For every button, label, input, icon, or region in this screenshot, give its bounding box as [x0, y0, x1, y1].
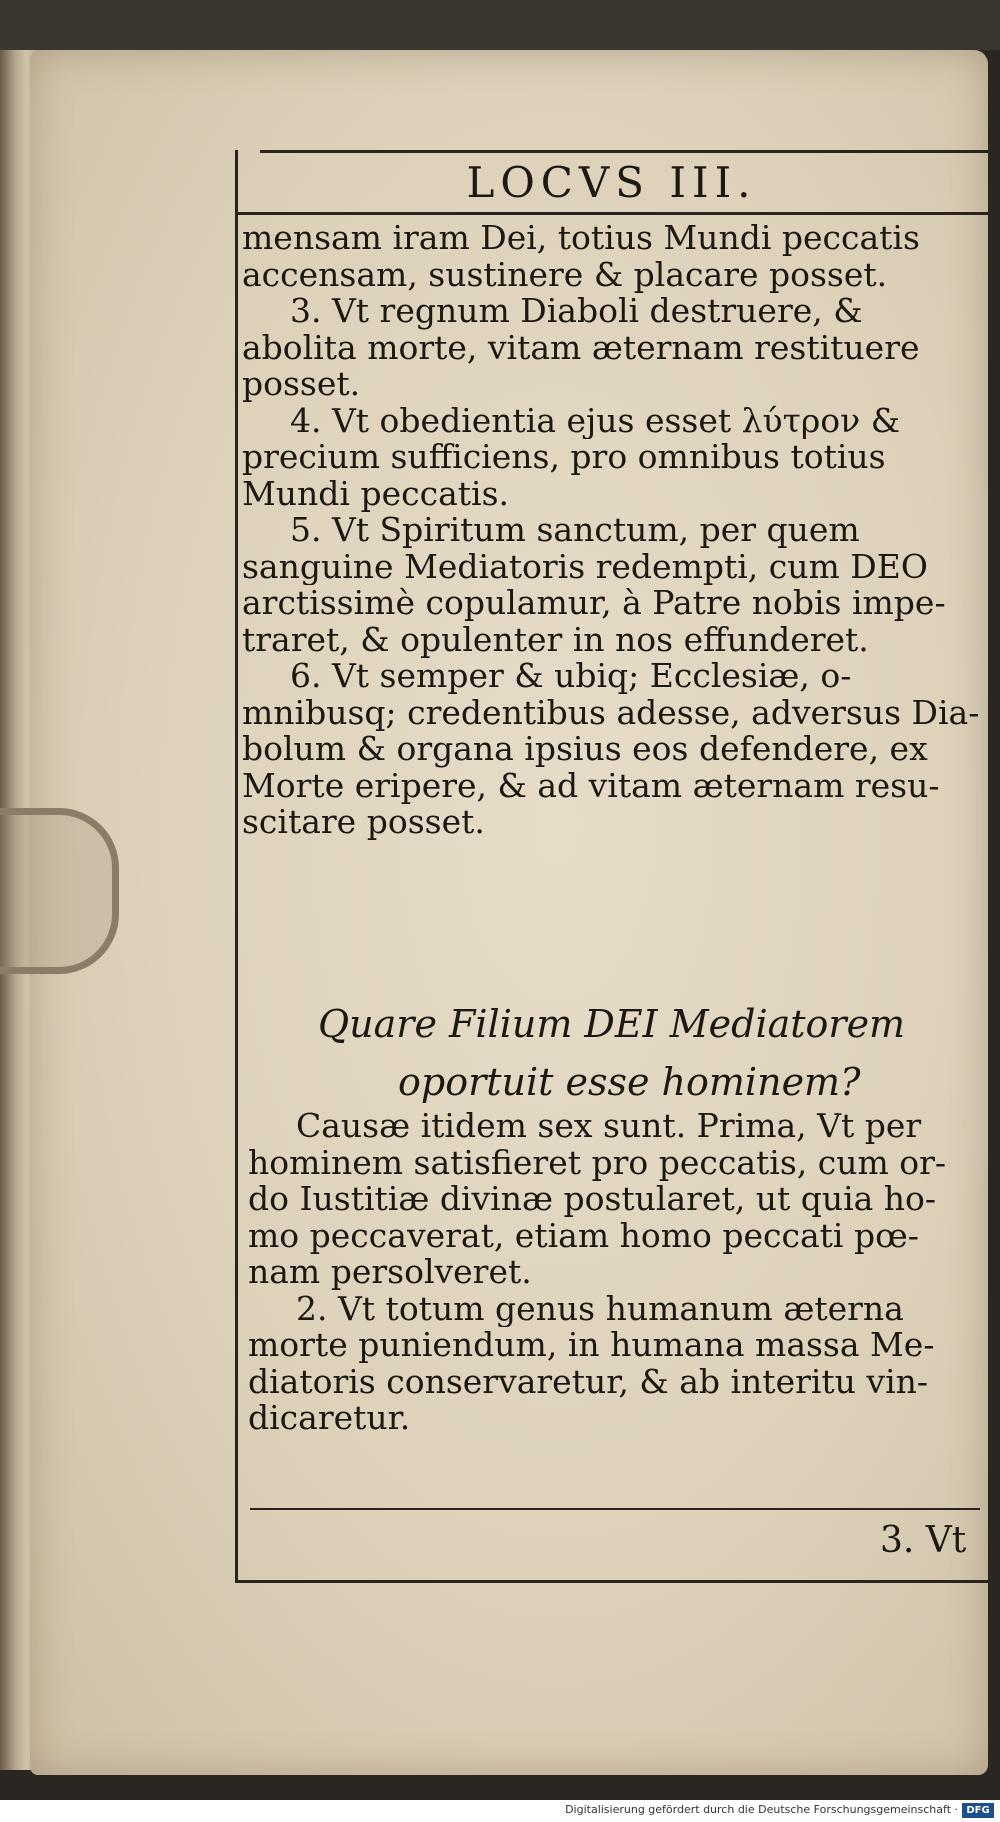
- text-line: diatoris conservaretur, & ab interitu vin-: [248, 1363, 929, 1400]
- body-text-section-2: [248, 1108, 986, 1437]
- text-line: mo peccaverat, etiam homo peccati pœ-: [248, 1217, 919, 1254]
- book-clasp: [0, 808, 119, 974]
- text-line: mnibusq; credentibus adesse, adversus Dia-: [242, 694, 980, 731]
- text-line: abolita morte, vitam æternam restituere: [242, 329, 920, 366]
- running-head: LOCVS III.: [466, 158, 757, 207]
- question-heading-line-1: Quare Filium DEI Mediatorem: [318, 1002, 906, 1046]
- text-line: scitare posset.: [242, 804, 485, 841]
- text-line: traret, & opulenter in nos effunderet.: [242, 621, 869, 658]
- text-line: 3. Vt regnum Diaboli destruere, &: [290, 293, 863, 330]
- text-line: morte puniendum, in humana massa Me-: [248, 1327, 935, 1364]
- body-text-section-1: [242, 220, 986, 841]
- text-line: hominem satisfieret pro peccatis, cum or-: [248, 1144, 947, 1181]
- question-heading-line-2: oportuit esse hominem?: [398, 1060, 861, 1104]
- text-line: 6. Vt semper & ubiq; Ecclesiæ, o-: [290, 658, 852, 695]
- text-line: sanguine Mediatoris redempti, cum DEO: [242, 548, 928, 585]
- text-line: 5. Vt Spiritum sanctum, per quem: [290, 512, 860, 549]
- text-line: precium sufficiens, pro omnibus totius: [242, 439, 886, 476]
- text-line: arctissimè copulamur, à Patre nobis impe-: [242, 585, 946, 622]
- footer-rule: [250, 1508, 980, 1510]
- text-line: accensam, sustinere & placare posset.: [242, 256, 888, 293]
- text-line: 2. Vt totum genus humanum æterna: [296, 1290, 904, 1327]
- text-line: nam persolveret.: [248, 1254, 532, 1291]
- text-line: Mundi peccatis.: [242, 475, 509, 512]
- header-rule: [235, 212, 988, 215]
- text-line: Causæ itidem sex sunt. Prima, Vt per: [296, 1108, 922, 1145]
- text-line: mensam iram Dei, totius Mundi peccatis: [242, 220, 920, 257]
- text-line: Morte eripere, & ad vitam æternam resu-: [242, 767, 940, 804]
- scan-background-top: [0, 0, 1000, 50]
- text-line: dicaretur.: [248, 1400, 411, 1437]
- text-line: do Iustitiæ divinæ postularet, ut quia ho-: [248, 1181, 937, 1218]
- digitization-credit: Digitalisierung gefördert durch die Deutsche Forschungsgemeinschaft ·: [565, 1803, 958, 1816]
- top-rule: [260, 150, 988, 153]
- text-line: posset.: [242, 366, 361, 403]
- text-line: 4. Vt obedientia ejus esset λύτρον &: [290, 402, 901, 439]
- text-line: bolum & organa ipsius eos defendere, ex: [242, 731, 928, 768]
- catchword: 3. Vt: [880, 1520, 967, 1561]
- dfg-logo: DFG: [962, 1803, 994, 1818]
